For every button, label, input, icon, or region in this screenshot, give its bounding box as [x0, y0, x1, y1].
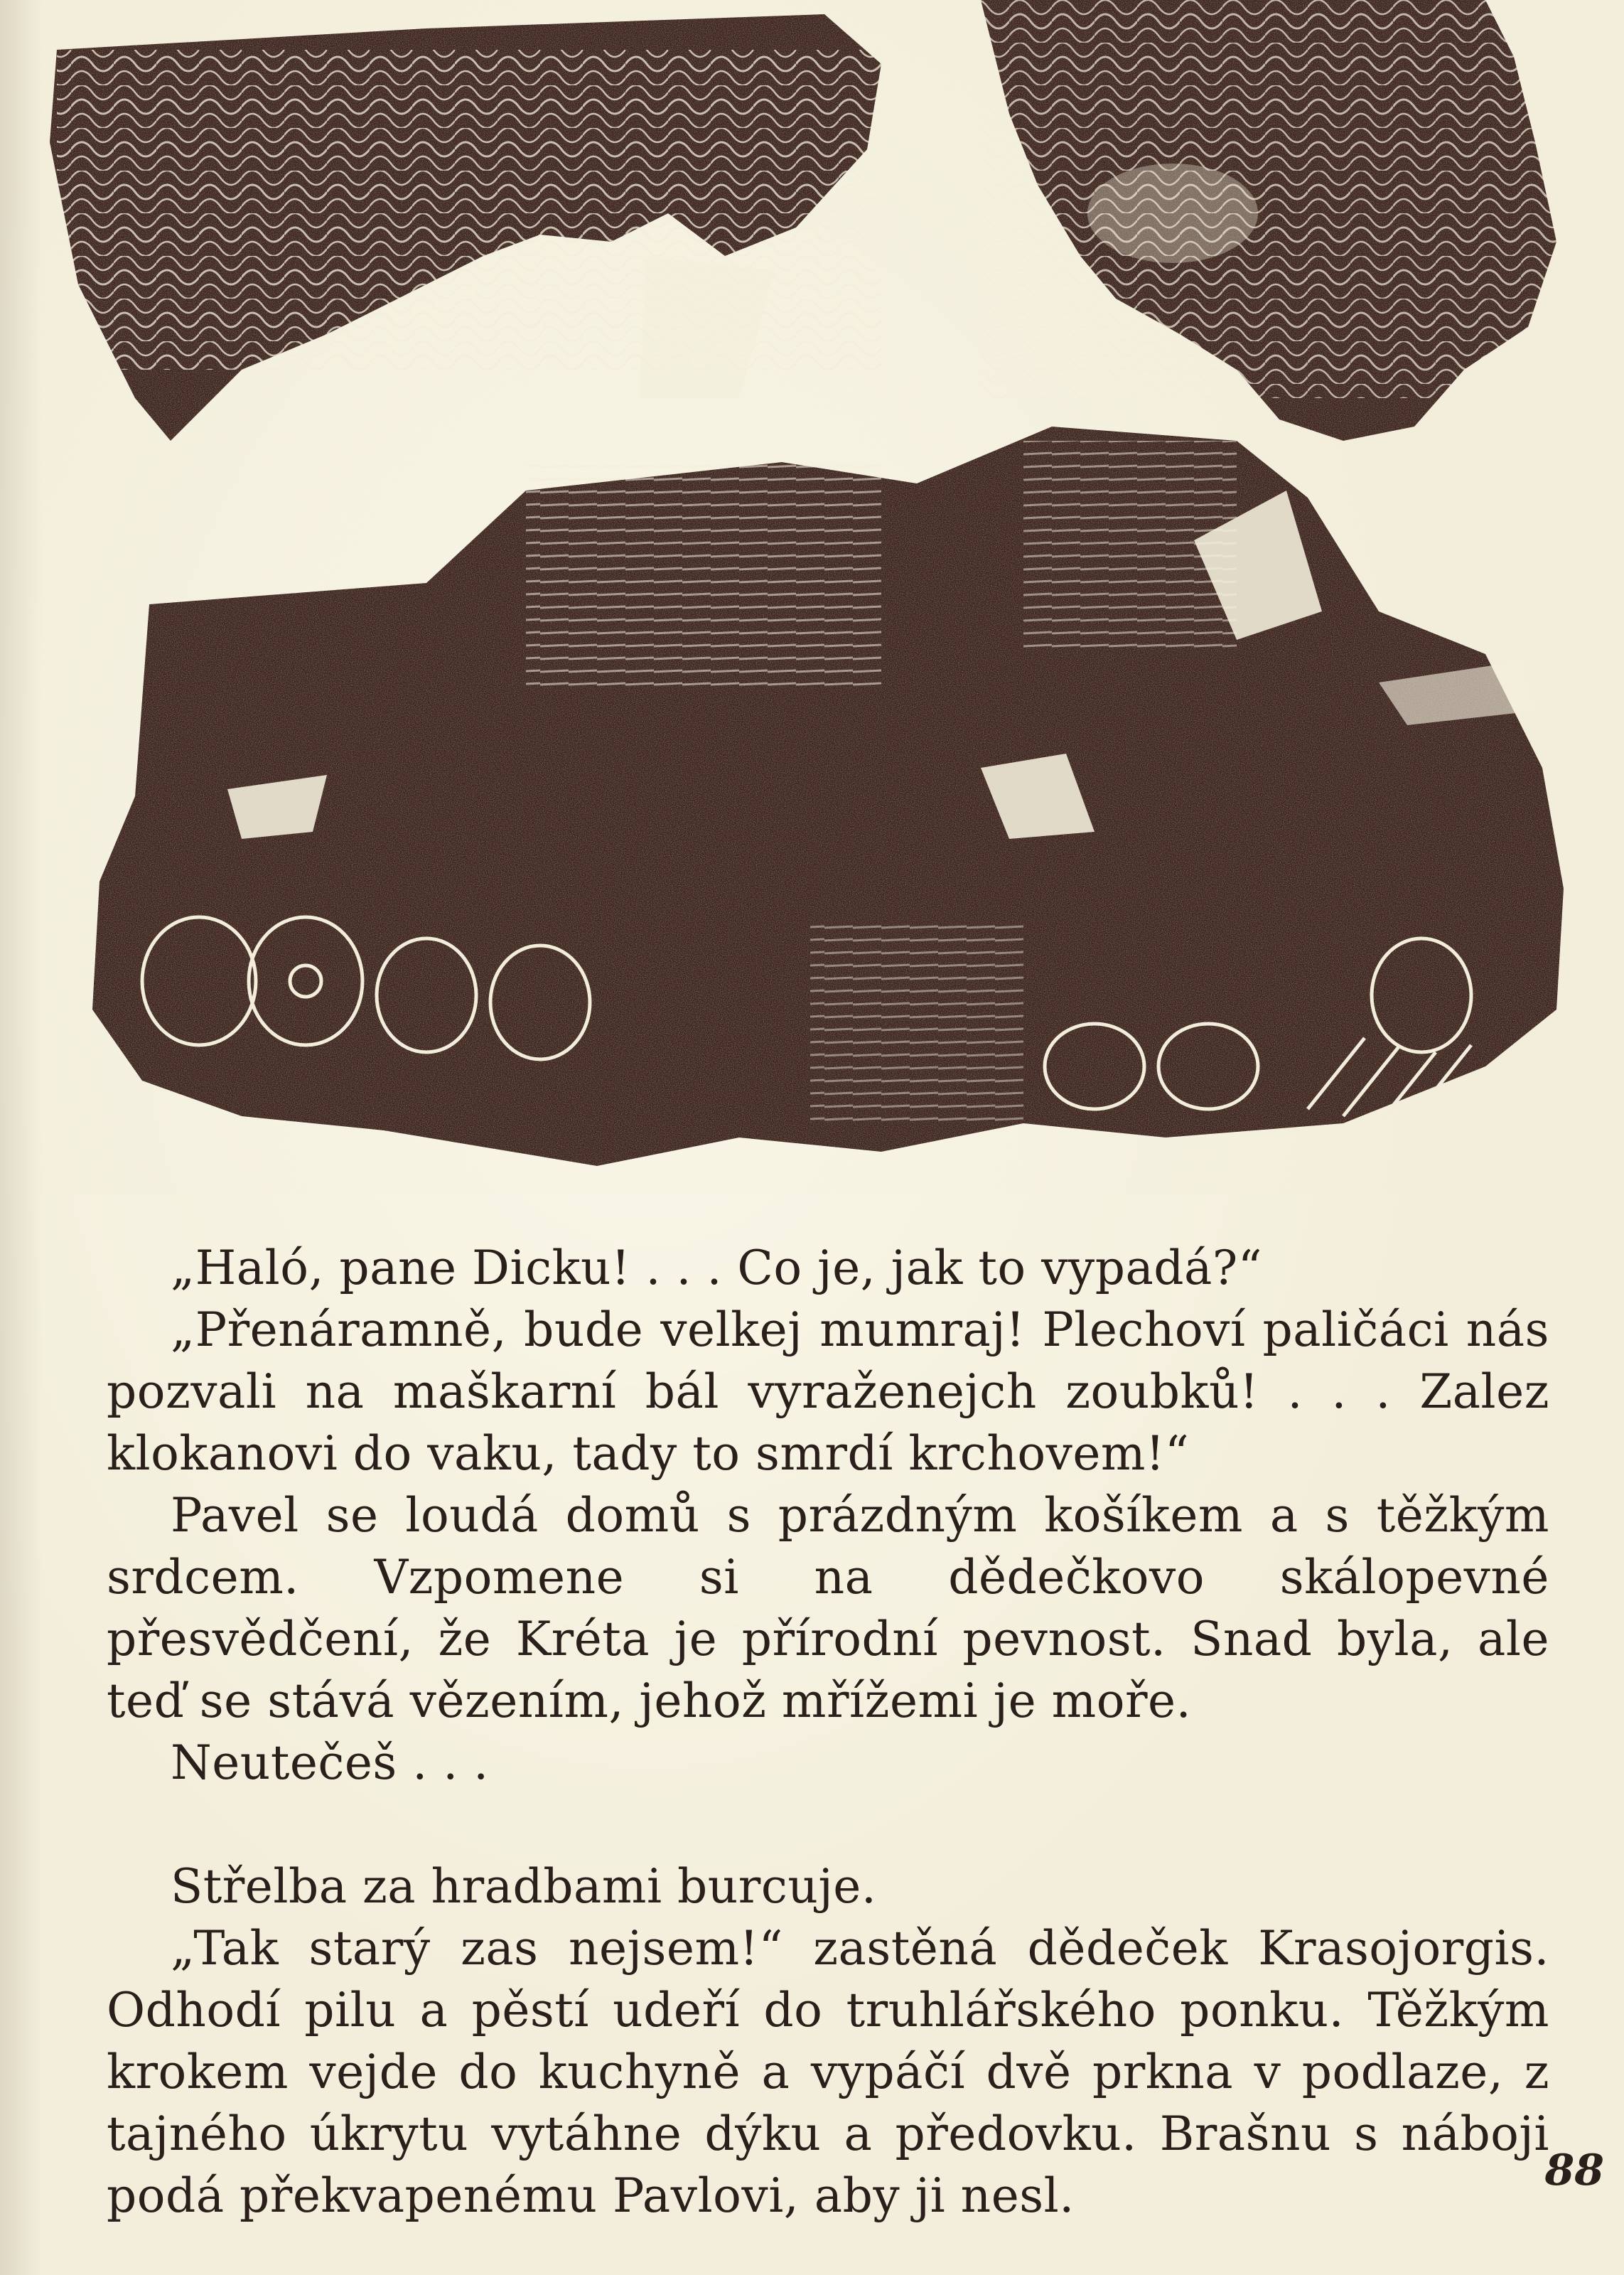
- paragraph-6: „Tak starý zas nejsem!“ zastěná dědeček Krasojorgis. Odhodí pilu a pěstí udeří do truhlářského ponku. Těžkým krokem vejde do kuchyně a vypáčí dvě prkna v podlaze, z tajného úkrytu vytáhne dýku a předovku. Brašnu s náboji podá překvapenému Pavlovi, aby ji nesl.: [107, 1921, 1549, 2223]
- section-gap: [107, 1794, 1549, 1856]
- paragraph-2: „Přenáramně, bude velkej mumraj! Plechoví paličáci nás pozvali na maškarní bál vyraženejch zoubků! . . . Zalez klokanovi do vaku, tady to smrdí krchovem!“: [107, 1302, 1549, 1481]
- paragraph-4: Neutečeš . . .: [171, 1735, 489, 1790]
- paragraph-1: „Haló, pane Dicku! . . . Co je, jak to vypadá?“: [171, 1241, 1263, 1295]
- paragraph-5: Střelba za hradbami burcuje.: [171, 1859, 877, 1914]
- text-block: [107, 1237, 1549, 2227]
- paragraph-3: Pavel se loudá domů s prázdným košíkem a s těžkým srdcem. Vzpomene si na dědečkovo skálopevné přesvědčení, že Kréta je přírodní pevnost. Snad byla, ale teď se stává vězením, jehož mřížemi je moře.: [107, 1488, 1549, 1728]
- page-number: 88: [1544, 2146, 1604, 2195]
- woodcut-illustration: [28, 0, 1592, 1194]
